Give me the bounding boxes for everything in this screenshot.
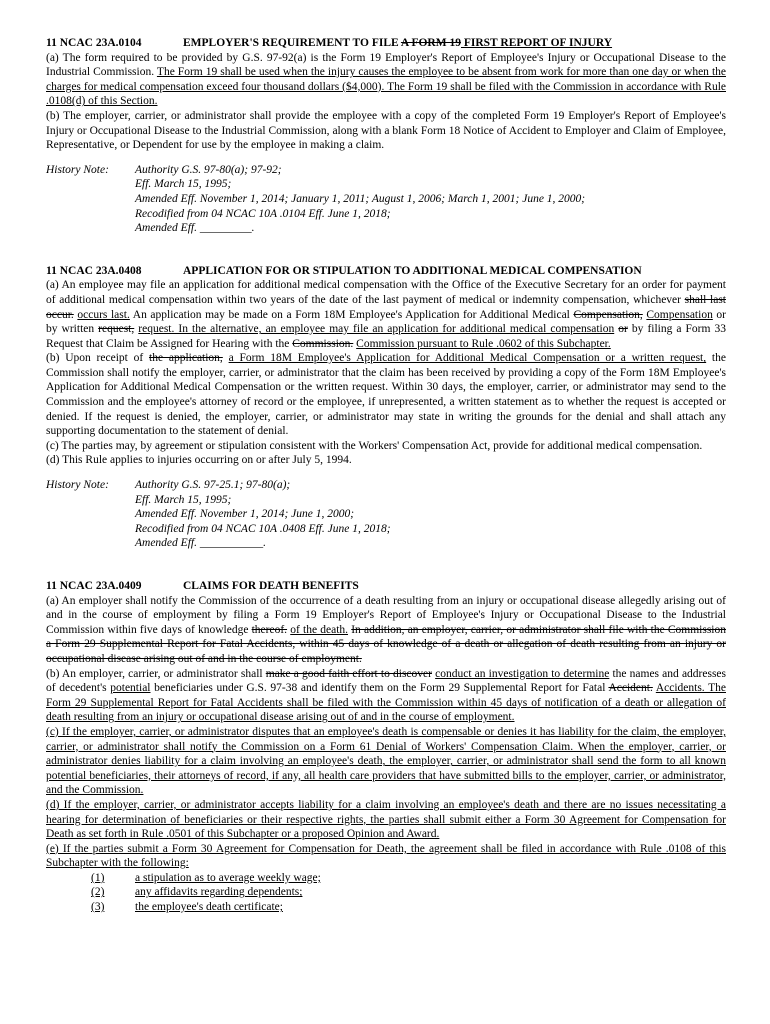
text-run: (b) The employer, carrier, or administrator shall provide the employee with a copy of the completed Form 19 Employer's Report of Employee's Injury or Occupational Disease to the Industrial Commission, along with a blank Form 18 Notice of Accident to Employer and Claim of Employee, Representative, or Dependent for use by the employee in making a claim. xyxy=(46,109,726,152)
deleted-text: request, xyxy=(98,323,135,336)
rule-number: 11 NCAC 23A.0408 xyxy=(46,264,142,277)
list-item xyxy=(91,885,726,900)
text-run: (a) An employer shall notify the Commission of the occurrence of a death resulting from an injury or occupational disease allegedly arising out of and in the course of employment by filing a Form 19 Employer's Report of Employee's Injury or Occupational Disease to the Industrial Commission within five days of knowledge xyxy=(46,594,726,636)
deleted-text: shall last occur. xyxy=(46,293,726,321)
text-run: the names and addresses of decedent's xyxy=(46,667,727,695)
rule-paragraph xyxy=(46,667,726,725)
history-line: Amended Eff. ___________. xyxy=(135,537,266,550)
history-note xyxy=(46,163,726,236)
text-run: (d) This Rule applies to injuries occurring on or after July 5, 1994. xyxy=(46,454,352,467)
history-note-label: History Note: xyxy=(46,479,109,492)
history-note-lines xyxy=(135,478,391,551)
rule-section xyxy=(46,36,726,236)
inserted-text: (d) If the employer, carrier, or administrator accepts liability for a claim involving an employee's death and there are no issues necessitating a hearing for determination of beneficiaries or their respective rights, the parties shall submit either a Form 30 Agreement for Compensation for Death as set forth in Rule .0501 of this Subchapter or a proposed Opinion and Award. xyxy=(46,798,726,841)
rule-title xyxy=(183,580,359,592)
text-run: or by written xyxy=(46,308,726,336)
document-page xyxy=(46,36,726,943)
inserted-text: of the death. xyxy=(290,623,349,636)
deleted-text: In addition, an employer, carrier, or administrator shall file with the Commission a Form 29 Supplemental Report for Fatal Accidents, within 45 days of knowledge of a death or allegation of death resulting from an injury or occupational disease arising out of and in the course of employment. xyxy=(46,623,726,665)
history-line: Amended Eff. November 1, 2014; June 1, 2000; xyxy=(135,508,355,521)
text-run: beneficiaries under G.S. 97-38 and identify them on the Form 29 Supplemental Report for Fatal xyxy=(150,682,609,695)
text-run: (b) An employer, carrier, or administrator shall xyxy=(46,667,266,680)
history-line: Amended Eff. _________. xyxy=(135,222,255,235)
text-run: EMPLOYER'S REQUIREMENT TO FILE xyxy=(183,37,401,49)
item-number: (1) xyxy=(91,871,105,884)
deleted-text: Commission. xyxy=(292,337,354,350)
history-note xyxy=(46,478,726,551)
text-run: APPLICATION FOR OR STIPULATION TO ADDITIONAL MEDICAL COMPENSATION xyxy=(183,264,642,277)
history-note-lines xyxy=(135,163,585,236)
deleted-text: A FORM 19 xyxy=(400,37,461,49)
text-run: (a) An employee may file an application for additional medical compensation with the Office of the Executive Secretary for an order for payment of additional medical compensation within two years of the date of the last payment of medical or indemnity compensation, whichever xyxy=(46,279,726,306)
history-line: Eff. March 15, 1995; xyxy=(135,178,232,191)
inserted-text: The Form 19 shall be used when the injury causes the employee to be absent from work for more than one day or when the charges for medical compensation exceed four thousand dollars ($4,000). The Form 19 shall be filed with the Commission in accordance with Rule .0108(d) of this Section. xyxy=(46,66,726,108)
history-line: Amended Eff. November 1, 2014; January 1, 2011; August 1, 2006; March 1, 2001; June 1, 2000; xyxy=(135,192,586,205)
rule-heading xyxy=(46,36,726,51)
rule-paragraph xyxy=(46,278,726,351)
deleted-text: Accident. xyxy=(608,682,653,695)
rule-section xyxy=(46,264,726,551)
rule-number: 11 NCAC 23A.0104 xyxy=(46,37,142,49)
text-run: by filing a Form 33 Request that Claim be Assigned for Hearing with the xyxy=(46,323,726,350)
text-run: An application may be made on a Form 18M Employee's Application for Additional Medical xyxy=(129,308,574,321)
inserted-text: conduct an investigation to determine xyxy=(435,667,610,680)
history-line: Eff. March 15, 1995; xyxy=(135,493,232,506)
list-item xyxy=(91,900,726,915)
deleted-text: Compensation, xyxy=(573,308,643,321)
rule-item-list xyxy=(91,871,726,915)
inserted-text: Accidents. The Form 29 Supplemental Report for Fatal Accidents shall be filed with the Commission within 45 days of notification of a death or allegation of death resulting from an injury or occupational disease arising out of and in the course of employment. xyxy=(46,682,726,724)
rule-paragraph xyxy=(46,109,726,153)
history-line: Recodified from 04 NCAC 10A .0104 Eff. June 1, 2018; xyxy=(135,207,391,220)
history-line: Recodified from 04 NCAC 10A .0408 Eff. June 1, 2018; xyxy=(135,522,391,535)
rule-section xyxy=(46,579,726,915)
deleted-text: make a good faith effort to discover xyxy=(265,667,432,680)
inserted-text: (c) If the employer, carrier, or administrator disputes that an employee's death is compensable or denies it has liability for the claim, the employer, carrier, or administrator shall notify the Commission on a Form 61 Denial of Workers' Compensation Claim. When the employer, carrier, or administrator denies liability for a claim involving an employee's death, the employer, carrier, or administrator shall send the form to all known potential beneficiaries, their attorneys of record, if any, all health care providers that have submitted bills to the employer, carrier, or administrator, and the Commission. xyxy=(46,725,726,797)
inserted-text: FIRST REPORT OF INJURY xyxy=(460,37,613,49)
deleted-text: the application, xyxy=(149,352,223,365)
inserted-text: occurs last. xyxy=(77,308,130,321)
history-line: Authority G.S. 97-80(a); 97-92; xyxy=(135,163,282,176)
history-line: Authority G.S. 97-25.1; 97-80(a); xyxy=(135,479,291,492)
inserted-text: Compensation xyxy=(646,308,713,321)
inserted-text: request. In the alternative, an employee may file an application for additional medical compensation xyxy=(138,323,615,336)
item-number: (3) xyxy=(91,901,105,914)
inserted-text: (e) If the parties submit a Form 30 Agreement for Compensation for Death, the agreement shall be filed in accordance with Rule .0108 of this Subchapter with the following: xyxy=(46,842,726,870)
rule-heading xyxy=(46,579,726,594)
text-run: (a) The form required to be provided by G.S. 97-92(a) is the Form 19 Employer's Report of Employee's Injury or Occupational Disease to the Industrial Commission. xyxy=(46,51,726,79)
rule-heading xyxy=(46,264,726,279)
item-number: (2) xyxy=(91,886,105,899)
deleted-text: or xyxy=(618,323,628,336)
rule-paragraph xyxy=(46,439,726,454)
inserted-text: Commission pursuant to Rule .0602 of this Subchapter. xyxy=(356,337,611,350)
item-text: the employee's death certificate; xyxy=(135,901,283,914)
rule-paragraph xyxy=(46,351,726,439)
rule-number: 11 NCAC 23A.0409 xyxy=(46,580,142,592)
rule-paragraph xyxy=(46,842,726,871)
inserted-text: potential xyxy=(110,682,151,695)
rule-title xyxy=(183,37,612,49)
rule-paragraph xyxy=(46,594,726,667)
rule-paragraph xyxy=(46,51,726,109)
rule-paragraph xyxy=(46,798,726,842)
rule-paragraph xyxy=(46,453,726,468)
rule-paragraph xyxy=(46,725,726,798)
list-item xyxy=(91,871,726,886)
text-run: CLAIMS FOR DEATH BENEFITS xyxy=(183,580,359,592)
text-run: (c) The parties may, by agreement or stipulation consistent with the Workers' Compensation Act, provide for additional medical compensation. xyxy=(46,439,703,452)
inserted-text: a Form 18M Employee's Application for Additional Medical Compensation or a written request, xyxy=(228,352,707,365)
history-note-label: History Note: xyxy=(46,163,109,176)
rule-title xyxy=(183,265,642,277)
deleted-text: thereof. xyxy=(251,623,288,636)
text-run: the Commission shall notify the employer, carrier, or administrator that the claim has been received by providing a copy of the Form 18M Employee's Application for Additional Medical Compensation or the written request. Within 30 days, the employer, carrier, or administrator may send to the Commission and the employee's attorney of record or the employee, if unrepresented, a written statement as to whether the request is accepted or denied. If the request is denied, the employer, carrier, or administrator may state in writing the grounds for the denial and shall attach any supporting documentation to the statement of denial. xyxy=(46,352,726,438)
text-run: (b) Upon receipt of xyxy=(46,352,149,365)
item-text: a stipulation as to average weekly wage; xyxy=(135,871,321,884)
item-text: any affidavits regarding dependents; xyxy=(135,886,303,899)
